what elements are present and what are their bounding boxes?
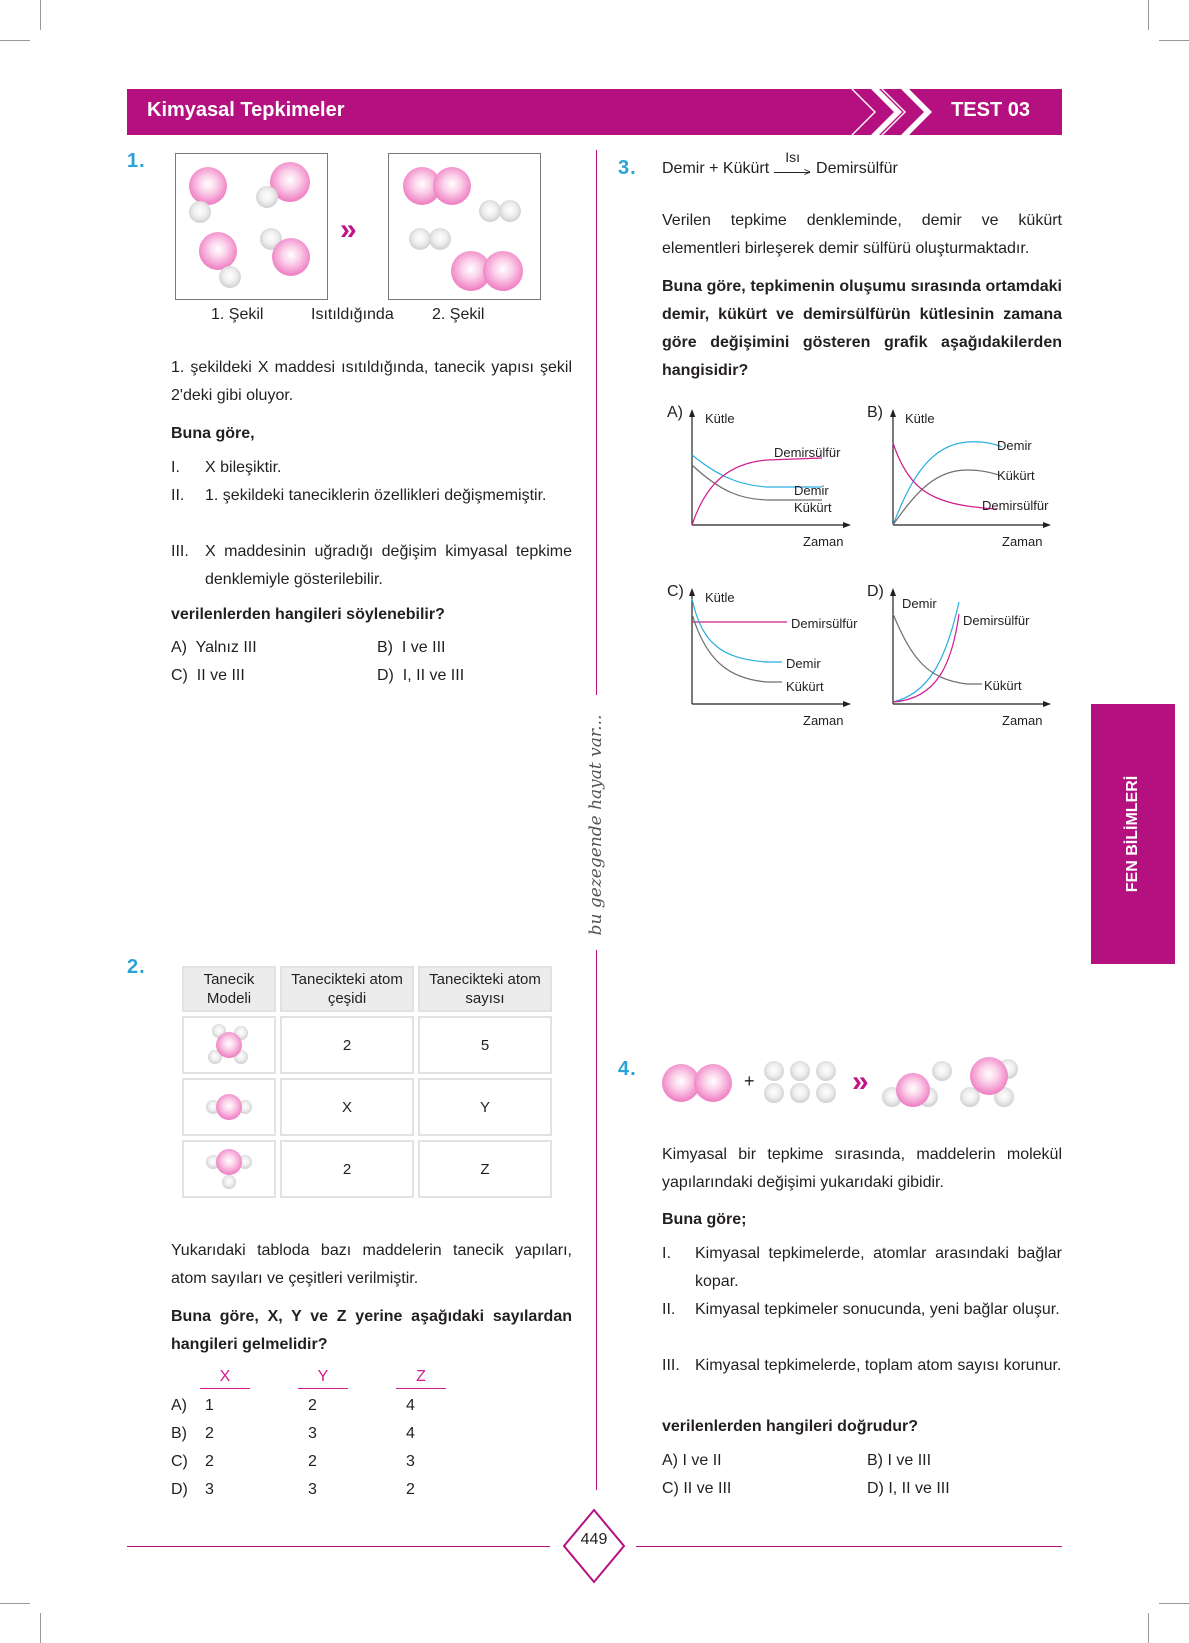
q1-fig2-label: 2. Şekil [432, 306, 485, 323]
q2-cell: 2 [280, 1016, 414, 1074]
q1-question: verilenlerden hangileri söylenebilir? [171, 606, 445, 623]
q3-graph-a[interactable]: A) Kütle Demirsülfür Demir Kükürt Zaman [667, 405, 857, 555]
q2-number: 2. [127, 956, 146, 978]
q1-arrow-icon: » [340, 213, 357, 246]
header-title: Kimyasal Tepkimeler [147, 99, 345, 121]
q4-text: Kimyasal bir tepkime sırasında, maddelerin molekül yapılarındaki değişimi yukarıdaki gibidir. [662, 1146, 1062, 1191]
svg-text:Kütle: Kütle [705, 590, 735, 605]
q1-figure-1 [175, 153, 328, 300]
graph-a-plot [667, 405, 857, 555]
q3-graph-b[interactable]: B) Kütle Demir Kükürt Demirsülfür Zaman [867, 405, 1067, 555]
svg-text:Kükürt: Kükürt [794, 500, 832, 515]
q4-option-c[interactable]: C) II ve III [662, 1480, 732, 1497]
q4-arrow-icon: » [852, 1065, 869, 1098]
q2-cell: 2 [280, 1140, 414, 1198]
svg-text:Kütle: Kütle [905, 411, 935, 426]
crop-mark [0, 1603, 30, 1604]
svg-text:Kükürt: Kükürt [997, 468, 1035, 483]
q1-item: 1. şekildeki taneciklerin özellikleri değişmemiştir. [205, 487, 547, 504]
graph-b-plot [867, 405, 1067, 555]
q1-option-b[interactable]: B) I ve III [377, 639, 446, 656]
gray-atom [499, 200, 521, 222]
q4-option-d[interactable]: D) I, II ve III [867, 1480, 950, 1497]
q2-cell: Z [418, 1140, 552, 1198]
gray-atom [429, 228, 451, 250]
q1-number: 1. [127, 150, 146, 172]
svg-text:Zaman: Zaman [1002, 713, 1043, 728]
svg-text:Zaman: Zaman [803, 534, 844, 549]
pink-atom [483, 251, 523, 291]
crop-mark [40, 0, 41, 30]
q4-option-a[interactable]: A) I ve II [662, 1452, 722, 1469]
q4-item-num: III. [662, 1357, 680, 1374]
q2-option-headers: X Y Z [200, 1368, 440, 1390]
q4-lead: Buna göre; [662, 1211, 747, 1228]
svg-text:Demirsülfür: Demirsülfür [791, 616, 858, 631]
q1-item-num: I. [171, 459, 180, 476]
q4-item: Kimyasal tepkimelerde, toplam atom sayısı korunur. [695, 1357, 1062, 1374]
q2-cell: Y [418, 1078, 552, 1136]
gray-atom [479, 200, 501, 222]
crop-mark [1148, 0, 1149, 30]
q1-item-num: III. [171, 543, 189, 560]
header-chevron-icon [847, 85, 957, 139]
q2-header: Tanecik Modeli [182, 966, 276, 1012]
q4-item-num: II. [662, 1301, 676, 1318]
footer-line-left [127, 1546, 550, 1547]
crop-mark [1159, 40, 1189, 41]
q2-model-cell [182, 1016, 276, 1074]
crop-mark [1148, 1613, 1149, 1643]
crop-mark [40, 1613, 41, 1643]
pink-atom [199, 232, 237, 270]
q4-item: Kimyasal tepkimelerde, atomlar arasındaki bağlar kopar. [695, 1245, 1062, 1290]
plus-icon: + [744, 1071, 755, 1091]
gray-atom [189, 201, 211, 223]
svg-text:Demirsülfür: Demirsülfür [774, 445, 841, 460]
pink-atom [433, 167, 471, 205]
pink-atom [694, 1064, 732, 1102]
q1-item: X bileşiktir. [205, 459, 282, 476]
svg-text:Demir: Demir [794, 483, 829, 498]
q1-item-num: II. [171, 487, 185, 504]
q1-arrow-label: Isıtıldığında [311, 306, 394, 323]
column-divider-bottom [596, 950, 597, 1490]
q1-option-c[interactable]: C) II ve III [171, 667, 245, 684]
q3-text: Verilen tepkime denkleminde, demir ve kükürt elementleri birleşerek demir sülfürü oluşturmaktadır. [662, 212, 1062, 257]
q4-item: Kimyasal tepkimeler sonucunda, yeni bağlar oluşur. [695, 1301, 1060, 1318]
crop-mark [1159, 1603, 1189, 1604]
svg-text:Demirsülfür: Demirsülfür [982, 498, 1049, 513]
q2-model-cell [182, 1140, 276, 1198]
q2-text: Yukarıdaki tabloda bazı maddelerin tanecik yapıları, atom sayıları ve çeşitleri verilmiştir. [171, 1242, 572, 1287]
column-divider-top [596, 150, 597, 695]
q1-lead: Buna göre, [171, 425, 255, 442]
q3-equation: Demir + Kükürt Isı > Demirsülfür [662, 149, 898, 179]
q2-cell: X [280, 1078, 414, 1136]
q2-question: Buna göre, X, Y ve Z yerine aşağıdaki sayılardan hangileri gelmelidir? [171, 1308, 572, 1353]
header-test-label: TEST 03 [951, 99, 1030, 121]
q3-question: Buna göre, tepkimenin oluşumu sırasında ortamdaki demir, kükürt ve demirsülfürün kütlesinin zamana göre değişimini gösteren grafik aşağıdakilerden hangisidir? [662, 278, 1062, 379]
q2-header: Tanecikteki atom sayısı [418, 966, 552, 1012]
q1-option-d[interactable]: D) I, II ve III [377, 667, 465, 684]
svg-text:Zaman: Zaman [803, 713, 844, 728]
gray-atom [256, 186, 278, 208]
q3-number: 3. [618, 157, 637, 179]
svg-text:Kükürt: Kükürt [786, 679, 824, 694]
crop-mark [0, 40, 30, 41]
svg-text:Demir: Demir [997, 438, 1032, 453]
q2-header: Tanecikteki atom çeşidi [280, 966, 414, 1012]
svg-text:Demirsülfür: Demirsülfür [963, 613, 1030, 628]
q3-graph-c[interactable]: C) Kütle Demirsülfür Demir Kükürt Zaman [667, 584, 867, 734]
q2-cell: 5 [418, 1016, 552, 1074]
q2-model-cell [182, 1078, 276, 1136]
q4-option-b[interactable]: B) I ve III [867, 1452, 932, 1469]
page-number: 449 [580, 1531, 608, 1548]
slogan: bu gezegende hayat var... [586, 714, 606, 936]
q1-option-a[interactable]: A) Yalnız III [171, 639, 257, 656]
q2-table [182, 966, 552, 1198]
q4-number: 4. [618, 1058, 637, 1080]
svg-text:Kükürt: Kükürt [984, 678, 1022, 693]
q1-figure-2 [388, 153, 541, 300]
svg-text:Kütle: Kütle [705, 411, 735, 426]
svg-text:Demir: Demir [902, 596, 937, 611]
q4-item-num: I. [662, 1245, 671, 1262]
q4-question: verilenlerden hangileri doğrudur? [662, 1418, 919, 1435]
pink-atom [189, 167, 227, 205]
q4-reaction-figure [660, 1055, 1030, 1115]
gray-atom [219, 266, 241, 288]
graph-c-plot [667, 584, 867, 734]
side-tab: FEN BİLİMLERİ [1091, 704, 1175, 964]
svg-text:Zaman: Zaman [1002, 534, 1043, 549]
q1-text: 1. şekildeki X maddesi ısıtıldığında, tanecik yapısı şekil 2'deki gibi oluyor. [171, 359, 572, 404]
q3-graph-d[interactable]: D) Demir Demirsülfür Kükürt Zaman [867, 584, 1067, 734]
page-header [127, 89, 1062, 135]
q1-fig1-label: 1. Şekil [211, 306, 264, 323]
q1-item: X maddesinin uğradığı değişim kimyasal tepkime denklemiyle gösterilebilir. [205, 543, 572, 588]
gray-atom [409, 228, 431, 250]
svg-text:Demir: Demir [786, 656, 821, 671]
footer-line-right [636, 1546, 1062, 1547]
pink-atom [272, 238, 310, 276]
graph-d-plot [867, 584, 1067, 734]
